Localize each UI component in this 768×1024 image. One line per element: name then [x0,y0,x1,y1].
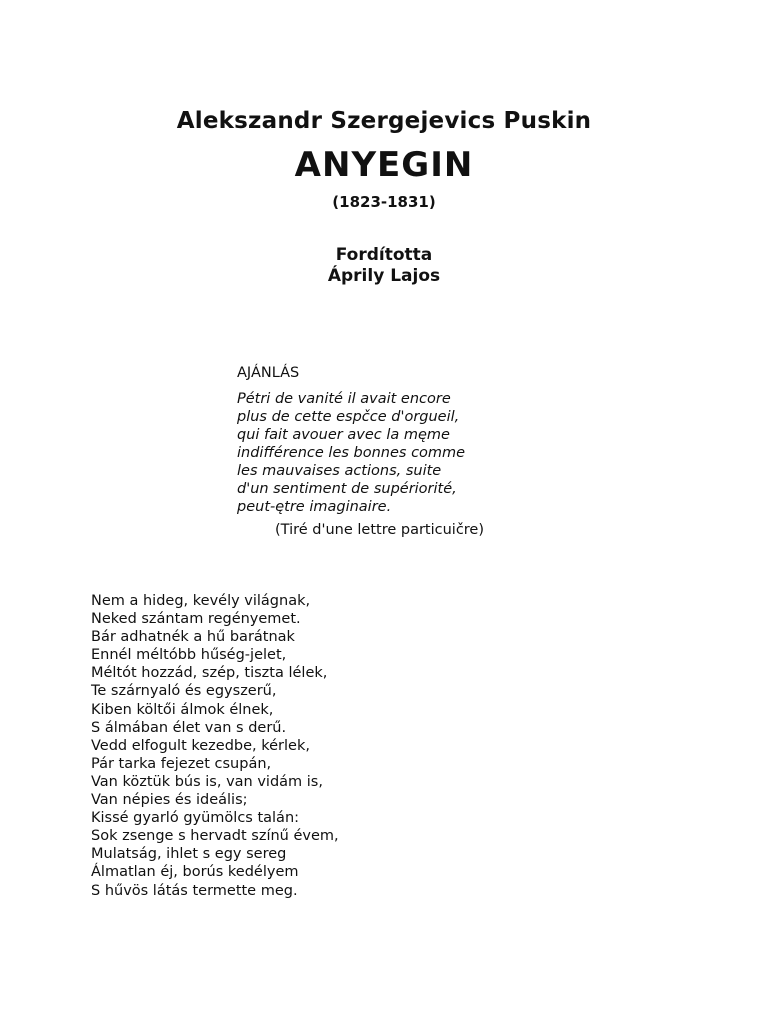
book-title: ANYEGIN [294,145,474,185]
poem-line: Ennél méltóbb hűség-jelet, [91,647,287,664]
poem-line: Vedd elfogult kezedbe, kérlek, [91,737,310,754]
translator-name: Áprily Lajos [327,266,441,286]
poem-line: Van köztük bús is, van vidám is, [91,773,323,790]
epigraph-source: (Tiré d'une lettre particuičre) [275,522,485,538]
epigraph-line: indifférence les bonnes comme [237,445,466,461]
poem-line: Méltót hozzád, szép, tiszta lélek, [91,665,328,682]
poem-line: Nem a hideg, kevély világnak, [91,593,311,609]
dedication-section [237,364,557,540]
translator-credit [0,245,768,287]
poem-line: Kissé gyarló gyümölcs talán: [91,810,300,827]
epigraph-line: plus de cette espčce d'orgueil, [237,409,460,425]
poem-line: S álmában élet van s derű. [91,719,287,736]
epigraph-line: Pétri de vanité il avait encore [237,391,451,407]
epigraph-line: peut-ętre imaginaire. [237,499,392,515]
author-name: Alekszandr Szergejevics Puskin [176,108,592,134]
poem-line: Pár tarka fejezet csupán, [91,755,272,772]
poem-line: Mulatság, ihlet s egy sereg [91,846,287,863]
poem-line: Van népies és ideális; [91,792,248,809]
poem-line: Álmatlan éj, borús kedélyem [91,864,299,881]
poem-line: Neked szántam regényemet. [91,611,301,628]
epigraph-line: d'un sentiment de supériorité, [237,481,457,497]
poem-stanza [91,592,491,900]
epigraph-line: qui fait avouer avec la męme [237,427,450,443]
poem-line: Sok zsenge s hervadt színű évem, [91,828,339,845]
epigraph-line: les mauvaises actions, suite [237,463,442,479]
dedication-heading: AJÁNLÁS [237,365,300,381]
epigraph [237,390,557,516]
poem-line: Kiben költői álmok élnek, [91,701,274,718]
poem-line: S hűvös látás termette meg. [91,882,298,899]
poem-line: Bár adhatnék a hű barátnak [91,629,295,646]
publication-years: (1823-1831) [332,193,436,211]
translated-by-label: Fordította [335,245,433,265]
poem-line: Te szárnyaló és egyszerű, [91,683,277,700]
